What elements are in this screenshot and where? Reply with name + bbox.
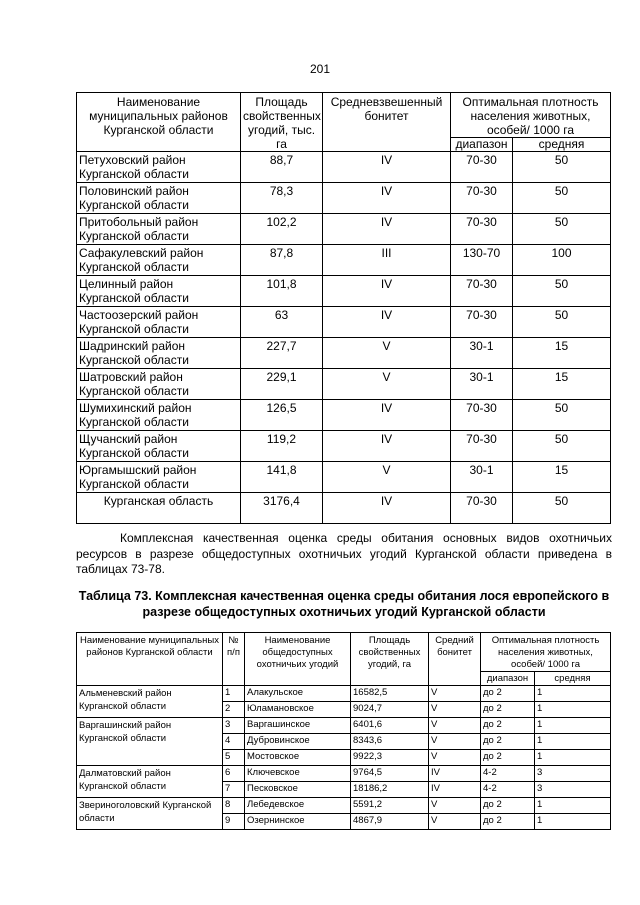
cell-range: 70-30: [451, 276, 513, 307]
cell-bonitet: V: [429, 686, 481, 702]
table-row: [77, 493, 611, 524]
cell-avg: 50: [513, 307, 611, 338]
cell-num: 2: [223, 702, 245, 718]
cell-range: 30-1: [451, 369, 513, 400]
cell-num: 7: [223, 782, 245, 798]
t2-header-range: диапазон: [481, 672, 535, 686]
cell-range: до 2: [481, 734, 535, 750]
cell-land: Лебедевское: [245, 798, 351, 814]
cell-name: Шадринский район Курганской области: [77, 338, 241, 369]
cell-name: Петуховский район Курганской области: [77, 152, 241, 183]
cell-range: 4-2: [481, 766, 535, 782]
cell-num: 1: [223, 686, 245, 702]
cell-range: 130-70: [451, 245, 513, 276]
cell-area: 227,7: [241, 338, 323, 369]
cell-area: 18186,2: [351, 782, 429, 798]
cell-area: 229,1: [241, 369, 323, 400]
cell-range: 70-30: [451, 493, 513, 524]
cell-area: 9764,5: [351, 766, 429, 782]
cell-district: Альменевский район Курганской области: [77, 686, 223, 718]
cell-range: 70-30: [451, 400, 513, 431]
table-row: [77, 214, 611, 245]
moose-habitat-table: [76, 632, 611, 830]
cell-area: 8343,6: [351, 734, 429, 750]
cell-name: Частоозерский район Курганской области: [77, 307, 241, 338]
cell-area: 119,2: [241, 431, 323, 462]
cell-land: Мостовское: [245, 750, 351, 766]
table-row: [77, 798, 611, 814]
cell-bonitet: V: [323, 462, 451, 493]
cell-land: Дубровинское: [245, 734, 351, 750]
cell-area: 88,7: [241, 152, 323, 183]
cell-num: 4: [223, 734, 245, 750]
header-range: диапазон: [451, 138, 513, 152]
cell-land: Песковское: [245, 782, 351, 798]
cell-num: 5: [223, 750, 245, 766]
districts-density-table: [76, 92, 611, 524]
table-row: [77, 400, 611, 431]
cell-bonitet: IV: [323, 431, 451, 462]
cell-district: Варгашинский район Курганской области: [77, 718, 223, 766]
table-row: [77, 718, 611, 734]
table-caption: Таблица 73. Комплексная качественная оценка среды обитания лося европейского в разрезе общедоступных охотничьих угодий Курганской области: [78, 589, 610, 619]
cell-area: 3176,4: [241, 493, 323, 524]
header-density: Оптимальная плотность населения животных, особей/ 1000 га: [451, 93, 611, 138]
cell-avg: 1: [535, 702, 611, 718]
cell-bonitet: IV: [323, 493, 451, 524]
cell-bonitet: IV: [323, 276, 451, 307]
cell-range: 70-30: [451, 214, 513, 245]
cell-name: Шатровский район Курганской области: [77, 369, 241, 400]
cell-avg: 50: [513, 152, 611, 183]
cell-area: 87,8: [241, 245, 323, 276]
cell-range: до 2: [481, 702, 535, 718]
cell-land: Озернинское: [245, 814, 351, 830]
table-row: [77, 183, 611, 214]
cell-area: 78,3: [241, 183, 323, 214]
table-row: [77, 686, 611, 702]
table-row: [77, 766, 611, 782]
cell-avg: 15: [513, 369, 611, 400]
cell-bonitet: IV: [323, 183, 451, 214]
cell-bonitet: V: [429, 718, 481, 734]
cell-range: 70-30: [451, 183, 513, 214]
cell-range: 70-30: [451, 431, 513, 462]
cell-name: Шумихинский район Курганской области: [77, 400, 241, 431]
header-bonitet: Средневзвешенный бонитет: [323, 93, 451, 152]
cell-name: Целинный район Курганской области: [77, 276, 241, 307]
table-row: [77, 338, 611, 369]
cell-range: 70-30: [451, 307, 513, 338]
cell-bonitet: V: [429, 750, 481, 766]
cell-area: 102,2: [241, 214, 323, 245]
t2-header-area: Площадь свойственных угодий, га: [351, 633, 429, 686]
cell-range: до 2: [481, 750, 535, 766]
cell-name: Щучанский район Курганской области: [77, 431, 241, 462]
cell-avg: 3: [535, 766, 611, 782]
cell-avg: 1: [535, 718, 611, 734]
cell-avg: 50: [513, 400, 611, 431]
cell-range: до 2: [481, 814, 535, 830]
cell-range: до 2: [481, 798, 535, 814]
cell-bonitet: V: [429, 734, 481, 750]
cell-bonitet: IV: [429, 782, 481, 798]
cell-area: 126,5: [241, 400, 323, 431]
cell-name: Притобольный район Курганской области: [77, 214, 241, 245]
cell-avg: 50: [513, 431, 611, 462]
header-area: Площадь свойственных угодий, тыс. га: [241, 93, 323, 152]
cell-bonitet: V: [323, 338, 451, 369]
cell-area: 5591,2: [351, 798, 429, 814]
cell-bonitet: V: [429, 702, 481, 718]
cell-area: 9024,7: [351, 702, 429, 718]
cell-avg: 50: [513, 183, 611, 214]
cell-name: Половинский район Курганской области: [77, 183, 241, 214]
cell-bonitet: V: [429, 798, 481, 814]
table-row: [77, 276, 611, 307]
cell-avg: 3: [535, 782, 611, 798]
cell-avg: 1: [535, 798, 611, 814]
cell-name: Юргамышский район Курганской области: [77, 462, 241, 493]
t2-header-num: № п/п: [223, 633, 245, 686]
cell-num: 3: [223, 718, 245, 734]
cell-district: Далматовский район Курганской области: [77, 766, 223, 798]
cell-avg: 1: [535, 686, 611, 702]
t2-header-name: Наименование муниципальных районов Курганской области: [77, 633, 223, 686]
cell-land: Варгашинское: [245, 718, 351, 734]
page-number: 201: [309, 62, 331, 76]
cell-range: 30-1: [451, 462, 513, 493]
cell-num: 8: [223, 798, 245, 814]
cell-avg: 100: [513, 245, 611, 276]
cell-range: до 2: [481, 686, 535, 702]
header-avg: средняя: [513, 138, 611, 152]
cell-avg: 15: [513, 462, 611, 493]
cell-name: Курганская область: [77, 493, 241, 524]
cell-avg: 1: [535, 814, 611, 830]
cell-num: 9: [223, 814, 245, 830]
t2-header-bonitet: Средний бонитет: [429, 633, 481, 686]
intro-paragraph: Комплексная качественная оценка среды обитания основных видов охотничьих ресурсов в разрезе общедоступных охотничьих угодий Курганской области приведена в таблицах 73-78.: [76, 531, 612, 576]
cell-bonitet: IV: [323, 214, 451, 245]
cell-area: 4867,9: [351, 814, 429, 830]
cell-land: Алакульское: [245, 686, 351, 702]
cell-avg: 1: [535, 734, 611, 750]
t2-header-density: Оптимальная плотность населения животных, особей/ 1000 га: [481, 633, 611, 672]
table-row: [77, 369, 611, 400]
cell-bonitet: IV: [323, 307, 451, 338]
cell-avg: 50: [513, 276, 611, 307]
cell-name: Сафакулевский район Курганской области: [77, 245, 241, 276]
t2-header-avg: средняя: [535, 672, 611, 686]
cell-avg: 1: [535, 750, 611, 766]
cell-district: Звериноголовский Курганской области: [77, 798, 223, 830]
cell-bonitet: V: [429, 814, 481, 830]
header-name: Наименование муниципальных районов Курганской области: [77, 93, 241, 152]
table-row: [77, 462, 611, 493]
cell-area: 141,8: [241, 462, 323, 493]
table-row: [77, 152, 611, 183]
cell-land: Юламановское: [245, 702, 351, 718]
cell-avg: 50: [513, 493, 611, 524]
cell-area: 6401,6: [351, 718, 429, 734]
cell-bonitet: V: [323, 369, 451, 400]
cell-area: 101,8: [241, 276, 323, 307]
cell-bonitet: III: [323, 245, 451, 276]
cell-area: 16582,5: [351, 686, 429, 702]
cell-area: 9922,3: [351, 750, 429, 766]
cell-avg: 50: [513, 214, 611, 245]
cell-range: 4-2: [481, 782, 535, 798]
cell-bonitet: IV: [429, 766, 481, 782]
cell-bonitet: IV: [323, 400, 451, 431]
cell-land: Ключевское: [245, 766, 351, 782]
table-row: [77, 307, 611, 338]
cell-area: 63: [241, 307, 323, 338]
cell-range: до 2: [481, 718, 535, 734]
cell-bonitet: IV: [323, 152, 451, 183]
table-row: [77, 431, 611, 462]
cell-avg: 15: [513, 338, 611, 369]
cell-num: 6: [223, 766, 245, 782]
cell-range: 70-30: [451, 152, 513, 183]
cell-range: 30-1: [451, 338, 513, 369]
table-row: [77, 245, 611, 276]
t2-header-lands: Наименование общедоступных охотничьих угодий: [245, 633, 351, 686]
